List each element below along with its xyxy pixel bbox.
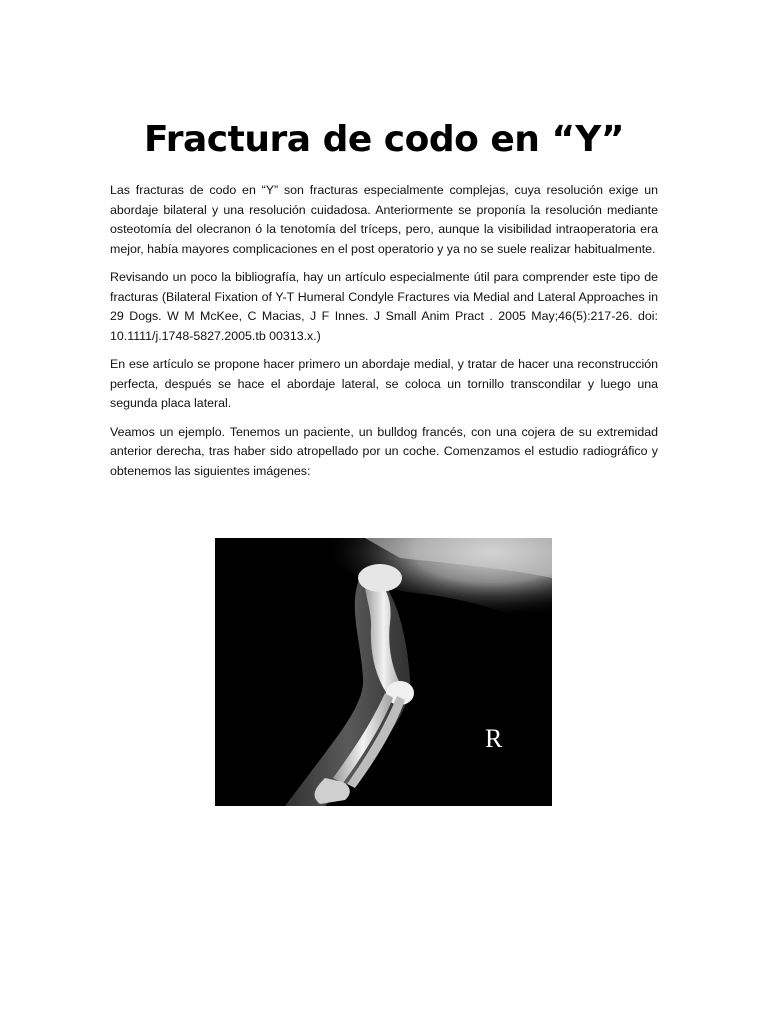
xray-side-marker: R: [485, 724, 503, 753]
paragraph-intro: Las fracturas de codo en “Y” son fracturas especialmente complejas, cuya resolución exige un abordaje bilateral y una resolución cuidadosa. Anteriormente se proponía la resolución mediante osteotomía del olecranon ó la tenotomía del tríceps, pero, aunque la visibilidad intraoperatoria era mejor, había mayores complicaciones en el post operatorio y ya no se suele realizar habitualmente.: [110, 183, 658, 256]
paragraph-approach: En ese artículo se propone hacer primero un abordaje medial, y tratar de hacer una reconstrucción perfecta, después se hace el abordaje lateral, se coloca un tornillo transcondilar y luego una segunda placa lateral.: [110, 357, 658, 410]
body-text: [110, 181, 658, 490]
paragraph-bibliography: Revisando un poco la bibliografía, hay un artículo especialmente útil para comprender este tipo de fracturas (Bilateral Fixation of Y-T Humeral Condyle Fractures via Medial and Lateral Approaches in 29 Dogs. W M McKee, C Macias, J F Innes. J Small Anim Pract . 2005 May;46(5):217-26. doi: 10.1111/j.1748-5827.2005.tb 00313.x.): [110, 270, 658, 343]
xray-image: [215, 538, 552, 806]
xray-radiograph: [215, 538, 552, 806]
page-title: Fractura de codo en “Y”: [143, 119, 625, 161]
paragraph-example: Veamos un ejemplo. Tenemos un paciente, un bulldog francés, con una cojera de su extremidad anterior derecha, tras haber sido atropellado por un coche. Comenzamos el estudio radiográfico y obtenemos las siguientes imágenes:: [110, 424, 658, 478]
